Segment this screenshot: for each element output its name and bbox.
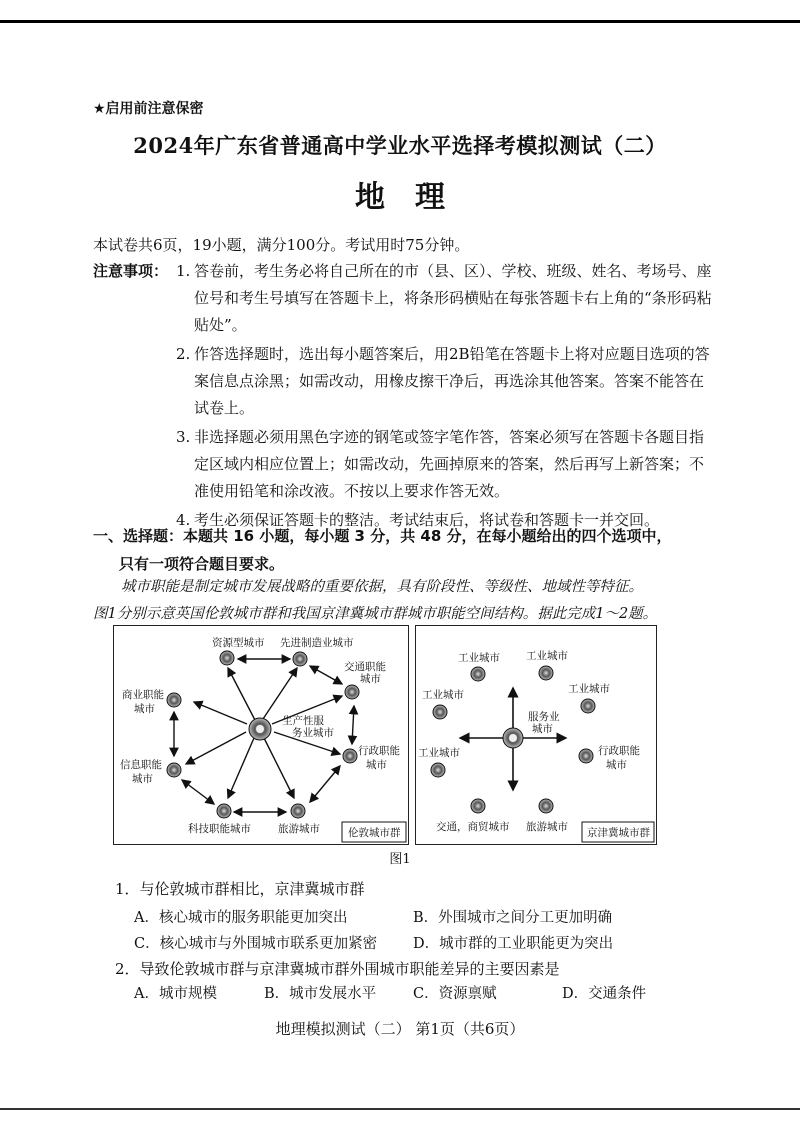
note-text: 非选择题必须用黑色字迹的钢笔或签字笔作答，答案必须写在答题卡各题目指定区域内相应位置上；如需改动，先画掉原来的答案，然后再写上新答案；不准使用铅笔和涂改液。不按以上要求作答无效。 [194,428,705,500]
top-border [0,20,800,23]
passage-line-2: 图1分别示意英国伦敦城市群和我国京津冀城市群城市职能空间结构。据此完成1～2题。 [93,606,658,622]
question-2-stem: 2．导致伦敦城市群与京津冀城市群外围城市职能差异的主要因素是 [115,960,560,978]
confidential-mark: ★启用前注意保密 [93,101,204,117]
london-node-advanced [293,652,307,666]
label-admin-city-2: 城市 [366,759,387,771]
label-trade-city: 交通，商贸城市 [436,821,510,833]
london-node-tourism [291,804,305,818]
bottom-border [0,1108,800,1110]
label-admin-city-2: 城市 [606,759,627,771]
jjj-node [433,705,447,719]
label-industrial-city: 工业城市 [526,650,568,662]
notes-label: 注意事项： [93,262,169,280]
label-advanced-city: 先进制造业城市 [280,637,354,649]
note-number: 1. [176,262,191,280]
note-item [93,341,713,422]
label-tourism-city: 旅游城市 [278,823,320,835]
jjj-node-center [503,728,523,748]
label-commercial-city-1: 商业职能 [122,689,164,701]
question-2-option-d: D．交通条件 [562,986,647,1002]
london-panel-label: 伦敦城市群 [348,827,401,839]
note-text: 考生必须保证答题卡的整洁。考试结束后，将试卷和答题卡一并交回。 [194,511,660,529]
label-industrial-city: 工业城市 [422,689,464,701]
note-item [93,424,713,505]
label-resource-city: 资源型城市 [212,637,265,649]
reading-passage [93,574,705,628]
label-industrial-city: 工业城市 [418,747,460,759]
jjj-node [581,699,595,713]
jjj-panel-label: 京津冀城市群 [587,827,650,839]
label-center-city-2: 城市 [532,723,553,735]
label-transport-city-1: 交通职能 [344,661,386,673]
question-1-stem: 1．与伦敦城市群相比，京津冀城市群 [115,880,365,898]
exam-intro: 本试卷共6页，19小题，满分100分。考试用时75分钟。 [93,236,470,254]
note-text: 作答选择题时，选出每小题答案后，用2B铅笔在答题卡上将对应题目选项的答案信息点涂黑；如需改动，用橡皮擦干净后，再选涂其他答案。答案不能答在试卷上。 [194,345,710,417]
london-node-tech [217,804,231,818]
london-panel [113,625,409,845]
question-1-option-b: B．外围城市之间分工更加明确 [413,910,613,926]
label-center-city-2: 务业城市 [292,727,334,739]
page-footer: 地理模拟测试（二） 第1页（共6页） [275,1020,525,1038]
label-industrial-city: 工业城市 [458,652,500,664]
label-commercial-city-2: 城市 [134,703,155,715]
note-number: 4. [176,511,191,529]
jjj-node [579,749,593,763]
question-2-option-a: A．城市规模 [134,986,217,1002]
jjj-node [471,667,485,681]
subject-title: 地理 [355,180,475,215]
note-item [93,258,713,339]
label-transport-city-2: 城市 [360,673,381,685]
london-node-resource [220,651,234,665]
passage-line-1: 城市职能是制定城市发展战略的重要依据，具有阶段性、等级性、地域性等特征。 [121,579,643,595]
jjj-node [539,666,553,680]
note-number: 3. [176,428,191,446]
label-info-city-1: 信息职能 [120,759,162,771]
label-center-city-1: 服务业 [528,711,560,723]
label-tech-city: 科技职能城市 [188,823,251,835]
london-node-info [167,763,181,777]
question-1-option-a: A．核心城市的服务职能更加突出 [134,910,348,926]
note-number: 2. [176,345,191,363]
notes-block [93,258,713,534]
label-info-city-2: 城市 [132,773,153,785]
label-center-city-1: 生产性服 [282,715,324,727]
label-admin-city-1: 行政职能 [598,745,640,757]
section-line-2: 只有一项符合题目要求。 [119,555,285,573]
label-industrial-city: 工业城市 [568,683,610,695]
london-node-center [249,718,271,740]
jjj-node [431,763,445,777]
jjj-node [471,799,485,813]
figure-caption: 图1 [389,852,411,867]
jjj-node [539,799,553,813]
london-node-admin [343,749,357,763]
london-node-commercial [167,693,181,707]
question-1-option-c: C．核心城市与外围城市联系更加紧密 [134,936,378,952]
section-heading [93,522,713,578]
label-admin-city-1: 行政职能 [358,745,400,757]
question-1-option-d: D．城市群的工业职能更为突出 [413,936,614,952]
jjj-panel [415,625,657,845]
label-tourism-city: 旅游城市 [526,821,568,833]
exam-title: 2024年广东省普通高中学业水平选择考模拟测试（二） [133,133,667,158]
london-node-transport [345,685,359,699]
question-2-option-c: C．资源禀赋 [413,986,497,1002]
note-text: 答卷前，考生务必将自己所在的市（县、区）、学校、班级、姓名、考场号、座位号和考生号填写在答题卡上，将条形码横贴在每张答题卡右上角的“条形码粘贴处”。 [194,262,712,334]
question-2-option-b: B．城市发展水平 [264,986,377,1002]
section-line-1: 一、选择题：本题共 16 小题，每小题 3 分，共 48 分，在每小题给出的四个选项中， [93,527,672,545]
